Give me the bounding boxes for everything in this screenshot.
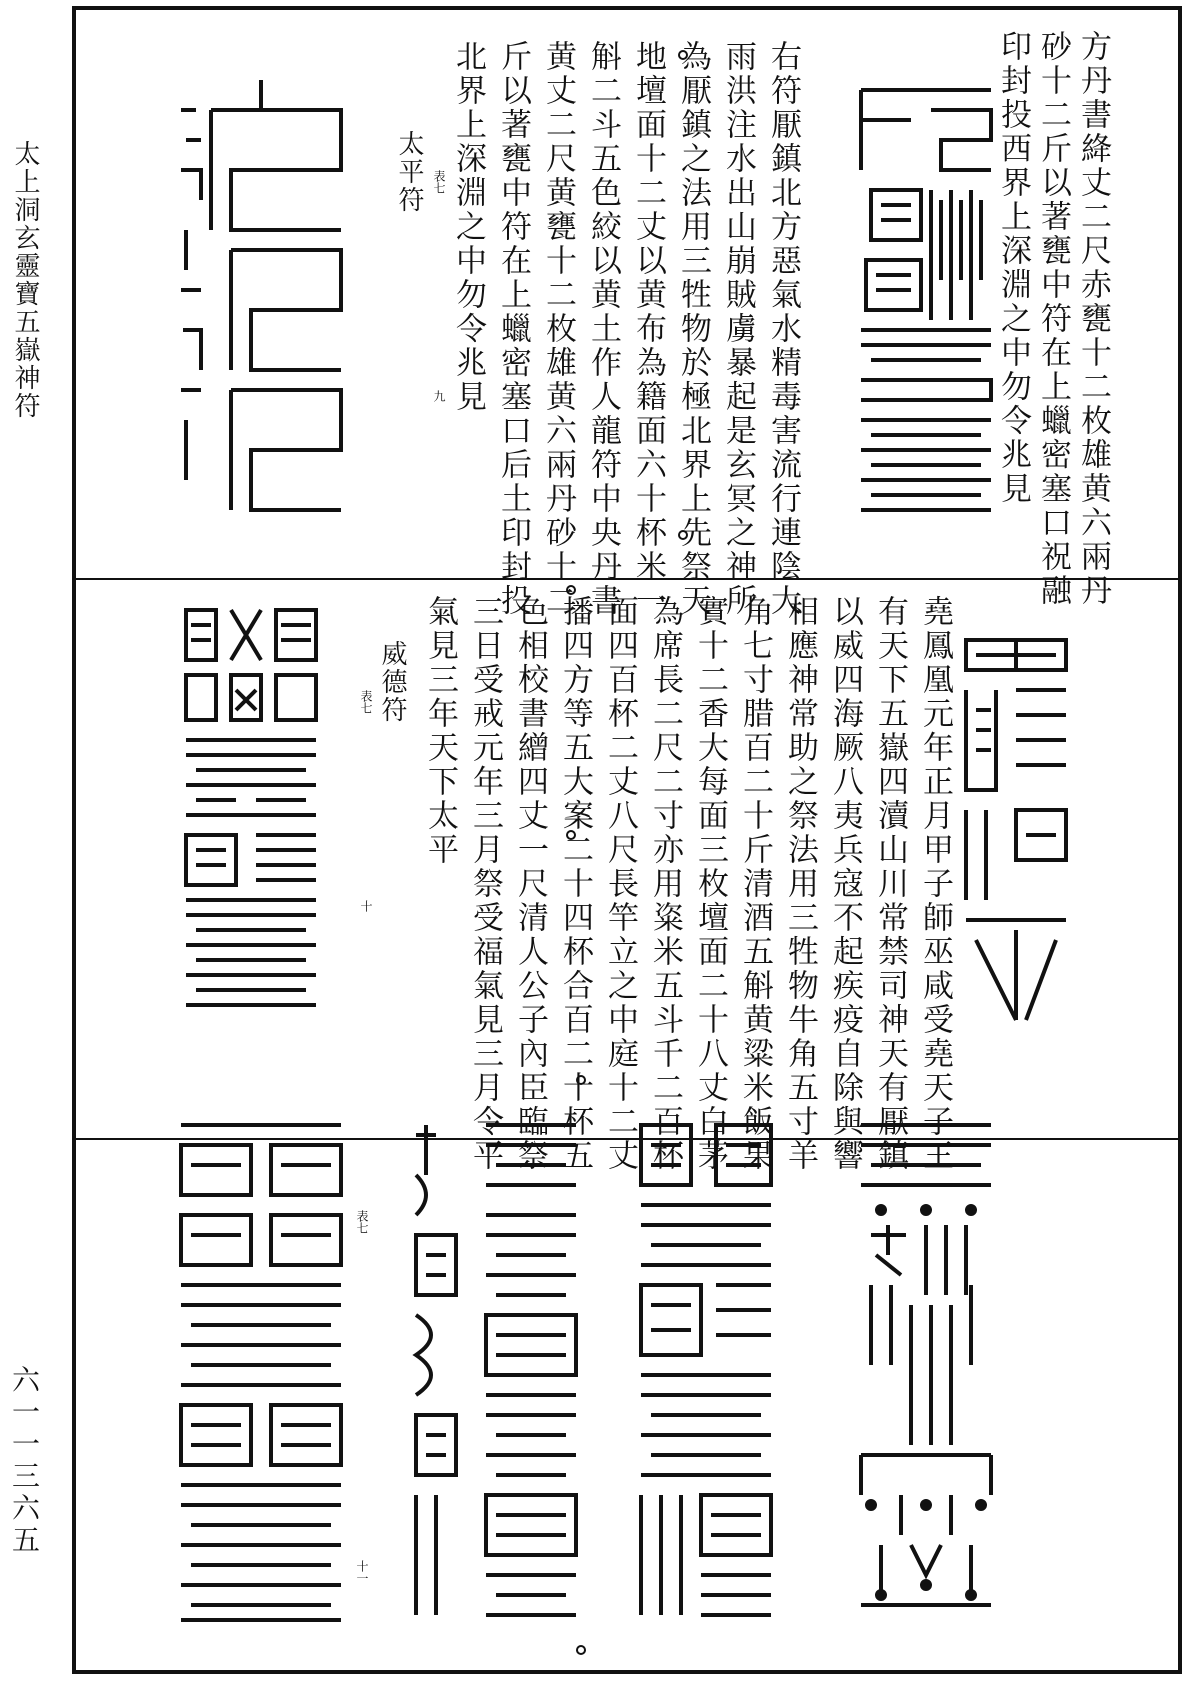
text-column: 黄丈二尺黄甕十二枚雄黄六兩丹砂十二 [540,40,576,618]
panel-weide-talisman [76,580,1178,1173]
text-column: 方丹書絳丈二尺赤甕十二枚雄黄六兩丹 [1075,30,1111,608]
page-note: 表七 [432,170,446,194]
page-note: 表七 [355,1210,369,1234]
page-note: 九 [432,390,446,402]
talisman-label: 威德符 [377,640,407,724]
text-column: 實十二香大每面三枚壇面二十八丈白茅 [692,595,728,1173]
text-column: 右符厭鎮北方惡氣水精毒害流行連陰大 [765,40,801,618]
page-number: 六一一三六五 [8,1365,41,1557]
text-column: 砂十二斤以著甕中符在上蠟密塞口祝融 [1035,30,1071,608]
circle-mark [576,1645,586,1655]
talisman-glyph [406,1115,586,1625]
panel-taiping-talisman [76,10,1178,618]
talisman-glyph [956,630,1076,1030]
text-column: 相應神常助之祭法用三牲物牛角五寸羊 [782,595,818,1173]
circle-mark [576,1075,586,1085]
text-column: 雨洪注水出山崩賊虜暴起是玄冥之神所 [720,40,756,618]
text-column: 堯鳳凰元年正月甲子師巫咸受堯天子王 [917,595,953,1173]
panel-five-talismans [76,1140,1178,1670]
text-column: 三日受戒元年三月祭受福氣見三月令平 [467,595,503,1173]
page-note: 表七 [359,690,373,714]
circle-mark [678,530,688,540]
talisman-glyph [171,70,351,520]
page-note: 十一 [355,1560,369,1584]
circle-mark [566,585,576,595]
talisman-glyph [176,600,326,1020]
text-column: 北界上深淵之中勿令兆見 [450,40,486,414]
text-column: 斛二斗五色絞以黄土作人龍符中央丹書 [585,40,621,618]
text-column: 有天下五嶽四瀆山川常禁司神天有厭鎮 [872,595,908,1173]
text-column: 色相校書繒四丈一尺清人公子內臣臨祭 [512,595,548,1173]
text-column: 地壇面十二丈以黄布為籍面六十杯米一 [630,40,666,618]
talisman-glyph [851,1115,1001,1625]
text-column: 面四百杯二丈八尺長竿立之中庭十二丈 [602,595,638,1173]
text-column: 氣見三年天下太平 [422,595,458,867]
circle-mark [566,830,576,840]
talisman-glyph [851,80,1001,540]
circle-mark [678,50,688,60]
text-column: 斤以著甕中符在上蠟密塞口后土印封投 [495,40,531,618]
text-column: 以威四海厥八夷兵寇不起疾疫自除與響 [827,595,863,1173]
talisman-glyph [631,1115,781,1625]
book-title: 太上洞玄靈寶五嶽神符 [10,140,40,420]
text-column: 為席長二尺二寸亦用粢米五斗千二百杯 [647,595,683,1173]
page-frame [72,6,1182,1674]
text-column: 播四方等五大案二十四杯合百二十杯五 [557,595,593,1173]
text-column: 印封投西界上深淵之中勿令兆見 [995,30,1031,506]
text-column: 角七寸腊百二十斤清酒五斛黄粱米飯果 [737,595,773,1173]
page-note: 十 [359,900,373,912]
talisman-label: 太平符 [394,130,424,214]
text-column: 為厭鎮之法用三牲物於極北界上先祭天 [675,40,711,618]
talisman-glyph [171,1115,351,1625]
